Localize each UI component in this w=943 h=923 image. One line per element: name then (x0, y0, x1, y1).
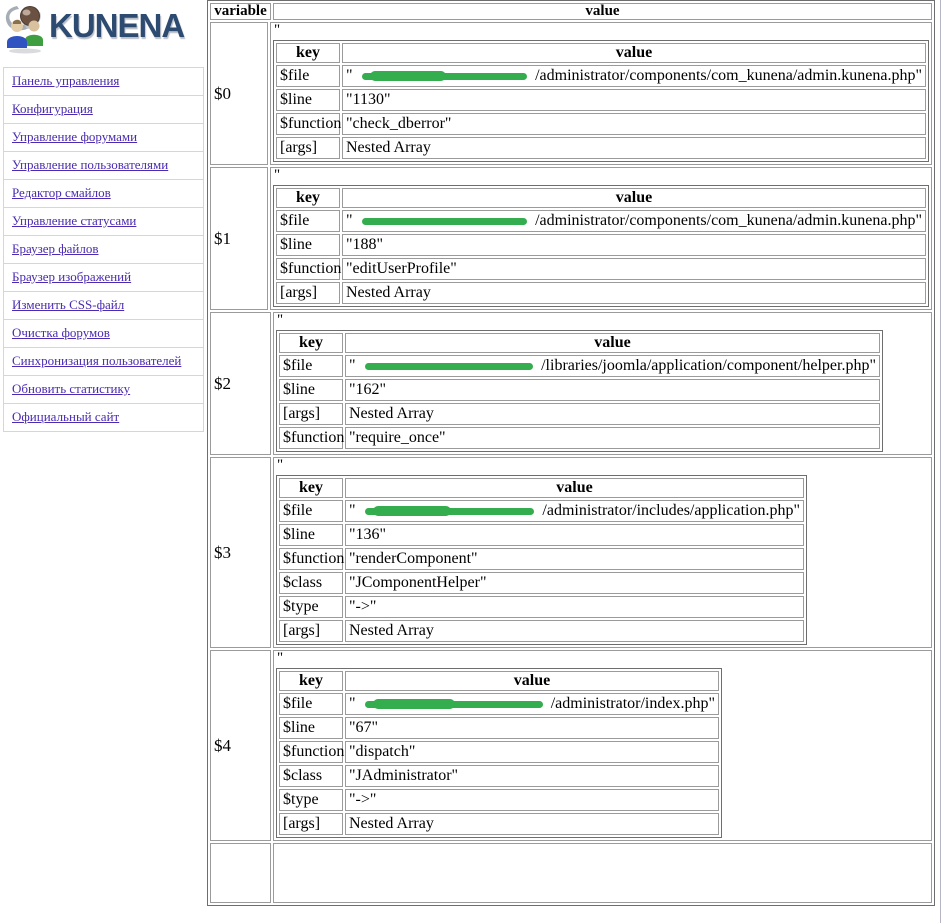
key-column-header: key (279, 671, 343, 691)
entry-key: $file (276, 210, 340, 232)
key-value-row (278, 619, 805, 643)
value-cell (270, 167, 932, 310)
sidebar-menu-item (4, 320, 203, 348)
file-path: /administrator/includes/application.php" (542, 502, 800, 519)
entry-value: "require_once" (345, 427, 880, 449)
entry-value: "dispatch" (345, 741, 719, 763)
file-open-quote: " (346, 67, 353, 84)
entry-key: $file (276, 65, 340, 87)
redaction-marker (365, 701, 543, 708)
entry-key: $file (279, 355, 343, 377)
entry-key: [args] (276, 137, 340, 159)
entry-key: $file (279, 693, 343, 715)
backtrace-panel (207, 0, 935, 906)
variable-name (210, 843, 271, 903)
kunena-logo (3, 2, 203, 56)
key-value-row (275, 112, 927, 136)
sidebar-menu-item (4, 236, 203, 264)
entry-key: $function (276, 113, 340, 135)
key-value-row (278, 571, 805, 595)
sidebar-menu (3, 67, 204, 432)
sidebar-menu-item (4, 376, 203, 404)
sidebar-menu-item (4, 348, 203, 376)
key-value-row (278, 523, 805, 547)
sidebar-menu-item (4, 152, 203, 180)
key-value-row (278, 378, 881, 402)
key-value-header-row (278, 477, 805, 499)
entry-value: "editUserProfile" (342, 258, 926, 280)
entry-value (345, 693, 719, 715)
key-value-row (275, 209, 927, 233)
key-value-row (278, 499, 805, 523)
entry-value: "renderComponent" (345, 548, 804, 570)
file-path: /administrator/index.php" (550, 695, 715, 712)
key-value-header-row (278, 670, 720, 692)
value-cell (273, 843, 932, 903)
backtrace-row (209, 456, 933, 649)
key-column-header: key (279, 478, 343, 498)
window-right-edge (940, 0, 941, 923)
entry-key: $class (279, 765, 343, 787)
key-value-row (278, 402, 881, 426)
entry-key: [args] (279, 620, 343, 642)
entry-key: $line (279, 717, 343, 739)
sidebar-menu-item (4, 404, 203, 431)
entry-value (342, 65, 926, 87)
entry-value: "->" (345, 789, 719, 811)
entry-key: [args] (279, 403, 343, 425)
entry-value: "67" (345, 717, 719, 739)
entry-value: "188" (342, 234, 926, 256)
key-value-table (276, 668, 722, 838)
key-value-row (278, 764, 720, 788)
key-value-row (275, 257, 927, 281)
key-value-row (278, 788, 720, 812)
redaction-marker (365, 508, 535, 515)
sidebar-menu-item (4, 68, 203, 96)
sidebar-menu-link[interactable]: Управление пользователями (12, 157, 169, 172)
value-open-quote: " (277, 650, 284, 666)
value-column-header: value (345, 671, 719, 691)
file-path: /administrator/components/com_kunena/admin.kunena.php" (535, 67, 922, 84)
variable-name: $1 (210, 167, 268, 310)
sidebar-menu-link[interactable]: Управление форумами (12, 129, 138, 144)
key-column-header: key (276, 188, 340, 208)
variable-name: $4 (210, 650, 271, 841)
key-value-table (276, 475, 807, 645)
entry-key: $line (279, 379, 343, 401)
entry-value: "1130" (342, 89, 926, 111)
redaction-marker (362, 218, 528, 225)
backtrace-row (209, 311, 933, 456)
entry-value (342, 210, 926, 232)
entry-key: [args] (276, 282, 340, 304)
sidebar-menu-item (4, 264, 203, 292)
entry-key: $line (276, 89, 340, 111)
variable-name: $2 (210, 312, 271, 455)
value-cell (273, 312, 932, 455)
sidebar-menu-link[interactable]: Синхронизация пользователей (12, 353, 182, 368)
key-value-row (275, 136, 927, 160)
sidebar-menu-link[interactable]: Редактор смайлов (12, 185, 111, 200)
file-open-quote: " (349, 357, 356, 374)
backtrace-row (209, 649, 933, 842)
entry-value: "JComponentHelper" (345, 572, 804, 594)
key-value-row (275, 281, 927, 305)
value-open-quote: " (277, 457, 284, 473)
key-column-header: key (279, 333, 343, 353)
entry-value: "->" (345, 596, 804, 618)
entry-value: "136" (345, 524, 804, 546)
entry-key: $function (279, 427, 343, 449)
value-open-quote: " (274, 167, 281, 183)
key-value-row (278, 426, 881, 450)
value-column-header: value (345, 333, 880, 353)
entry-key: $function (279, 741, 343, 763)
partial-next-row (209, 842, 933, 904)
key-value-row (278, 354, 881, 378)
value-cell (273, 457, 932, 648)
sidebar-menu-link[interactable]: Официальный сайт (12, 409, 120, 424)
sidebar-menu-link[interactable]: Конфигурация (12, 101, 93, 116)
entry-key: $class (279, 572, 343, 594)
kunena-logo-text: KUNENA (49, 7, 185, 44)
key-value-row (278, 595, 805, 619)
file-path: /administrator/components/com_kunena/admin.kunena.php" (535, 212, 922, 229)
value-column-header: value (342, 43, 926, 63)
value-column-header: value (345, 478, 804, 498)
sidebar-menu-link[interactable]: Панель управления (12, 73, 120, 88)
value-open-quote: " (277, 312, 284, 328)
entry-value: "check_dberror" (342, 113, 926, 135)
variable-name: $0 (210, 22, 268, 165)
key-value-table (276, 330, 883, 452)
backtrace-table (207, 0, 935, 906)
key-value-row (278, 547, 805, 571)
sidebar-menu-item (4, 292, 203, 320)
sidebar-menu-link[interactable]: Браузер изображений (12, 269, 132, 284)
key-value-header-row (278, 332, 881, 354)
value-cell (270, 22, 932, 165)
sidebar-menu-item (4, 124, 203, 152)
value-column-header: value (273, 3, 932, 20)
entry-key: $type (279, 789, 343, 811)
sidebar-menu-link[interactable]: Очистка форумов (12, 325, 110, 340)
entry-value: Nested Array (345, 813, 719, 835)
sidebar-menu-item (4, 180, 203, 208)
sidebar-menu-item (4, 208, 203, 236)
key-value-row (275, 88, 927, 112)
key-value-row (278, 716, 720, 740)
entry-key: $function (279, 548, 343, 570)
sidebar (3, 2, 203, 424)
variable-name: $3 (210, 457, 271, 648)
sidebar-menu-item (4, 96, 203, 124)
redaction-marker (362, 73, 528, 80)
backtrace-row (209, 166, 933, 311)
key-value-table (273, 185, 929, 307)
file-open-quote: " (349, 502, 356, 519)
key-value-header-row (275, 187, 927, 209)
entry-value (345, 500, 804, 522)
file-open-quote: " (349, 695, 356, 712)
entry-value: "JAdministrator" (345, 765, 719, 787)
entry-key: $function (276, 258, 340, 280)
entry-value: Nested Array (345, 620, 804, 642)
sidebar-menu-link[interactable]: Изменить CSS-файл (12, 297, 125, 312)
entry-key: $type (279, 596, 343, 618)
entry-value: "162" (345, 379, 880, 401)
sidebar-menu-link[interactable]: Браузер файлов (12, 241, 99, 256)
entry-value: Nested Array (342, 282, 926, 304)
key-value-row (275, 64, 927, 88)
value-open-quote: " (274, 22, 281, 38)
backtrace-row (209, 21, 933, 166)
file-path: /libraries/joomla/application/component/helper.php" (541, 357, 876, 374)
key-value-row (278, 740, 720, 764)
key-value-header-row (275, 42, 927, 64)
sidebar-menu-link[interactable]: Обновить статистику (12, 381, 131, 396)
redaction-marker (365, 363, 534, 370)
key-column-header: key (276, 43, 340, 63)
entry-key: [args] (279, 813, 343, 835)
variable-column-header: variable (210, 3, 271, 20)
entry-key: $line (276, 234, 340, 256)
sidebar-menu-link[interactable]: Управление статусами (12, 213, 137, 228)
value-cell (273, 650, 932, 841)
key-value-row (278, 812, 720, 836)
key-value-row (275, 233, 927, 257)
file-open-quote: " (346, 212, 353, 229)
backtrace-header-row (209, 2, 933, 21)
key-value-table (273, 40, 929, 162)
value-column-header: value (342, 188, 926, 208)
entry-key: $file (279, 500, 343, 522)
kunena-people-icon (3, 2, 53, 56)
entry-key: $line (279, 524, 343, 546)
key-value-row (278, 692, 720, 716)
entry-value (345, 355, 880, 377)
entry-value: Nested Array (345, 403, 880, 425)
entry-value: Nested Array (342, 137, 926, 159)
